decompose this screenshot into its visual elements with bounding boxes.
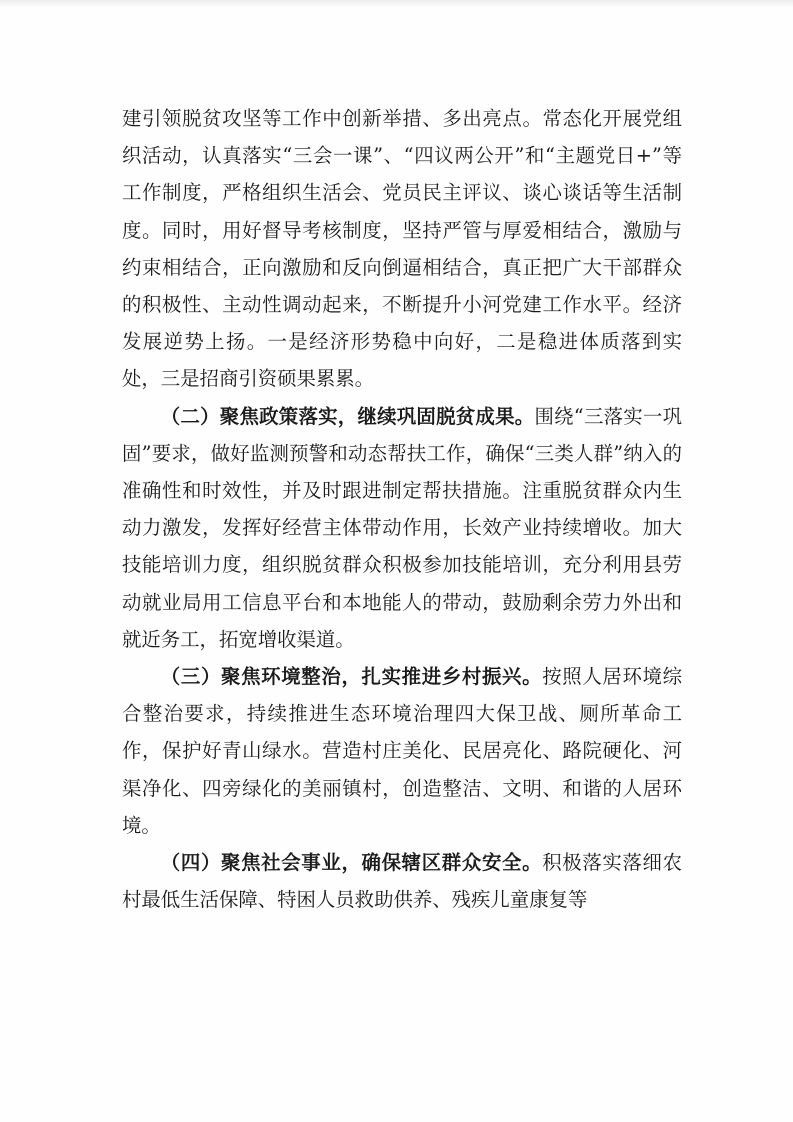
paragraph-text: 建引领脱贫攻坚等工作中创新举措、多出亮点。常态化开展党组织活动，认真落实“三会一课”、“四议两公开”和“主题党日+”等工作制度，严格组织生活会、党员民主评议、谈心谈话等生活制度。同时，用好督导考核制度，坚持严管与厚爱相结合，激励与约束相结合，正向激励和反向倒逼相结合，真正把广大干部群众的积极性、主动性调动起来，不断提升小河党建工作水平。经济发展逆势上扬。一是经济形势稳中向好，二是稳进体质落到实处，三是招商引资硕果累累。 [122, 107, 682, 391]
section-heading-2: （二）聚焦政策落实，继续巩固脱贫成果。 [160, 404, 535, 428]
paragraph-text: 围绕“三落实一巩固”要求，做好监测预警和动态帮扶工作，确保“三类人群”纳入的准确性和时效性，并及时跟进制定帮扶措施。注重脱贫群众内生动力激发，发挥好经营主体带动作用，长效产业持续增收。加大技能培训力度，组织脱贫群众积极参加技能培训，充分利用县劳动就业局用工信息平台和本地能人的带动，鼓励剩余劳力外出和就近务工，拓宽增收渠道。 [122, 404, 683, 651]
scan-top-edge [0, 0, 793, 8]
paragraph-environment [122, 658, 682, 844]
section-heading-3: （三）聚焦环境整治，扎实推进乡村振兴。 [160, 665, 543, 689]
paragraph-policy-implementation [122, 398, 682, 658]
paragraph-text: 按照人居环境综合整治要求，持续推进生态环境治理四大保卫战、厕所革命工作，保护好青山绿水。营造村庄美化、民居亮化、路院硬化、河渠净化、四旁绿化的美丽镇村，创造整洁、文明、和谐的人居环境。 [122, 665, 683, 837]
paragraph-social-affairs [122, 844, 682, 918]
body-text [122, 100, 682, 918]
paragraph-continuation [122, 100, 682, 398]
section-heading-4: （四）聚焦社会事业，确保辖区群众安全。 [160, 851, 543, 875]
paragraph-text: 积极落实落细农村最低生活保障、特困人员救助供养、残疾儿童康复等 [122, 851, 683, 912]
